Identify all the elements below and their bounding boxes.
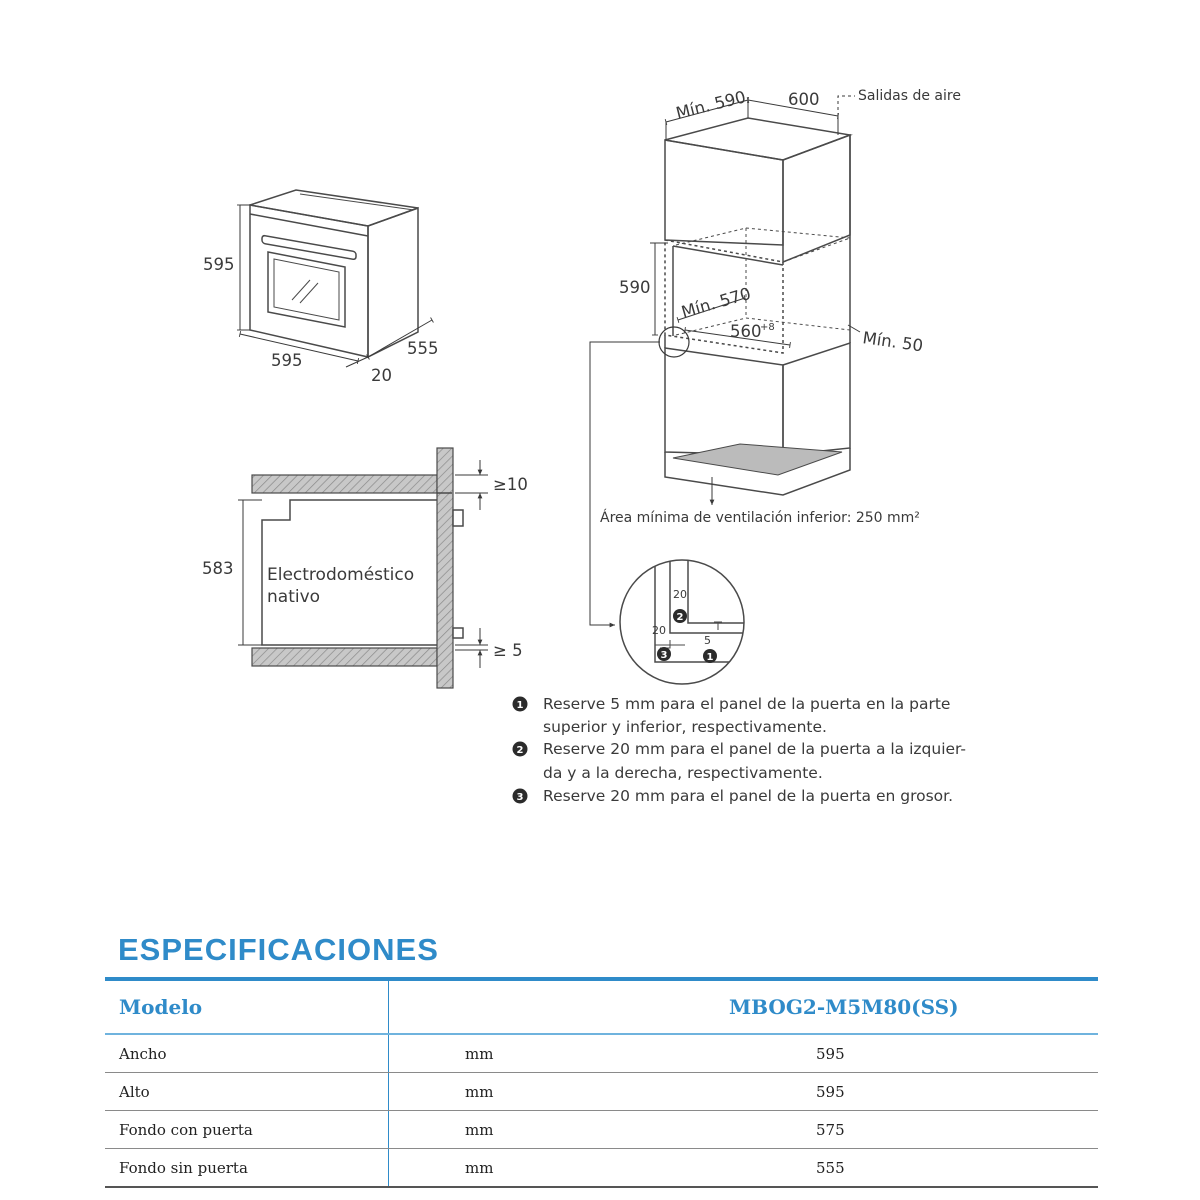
spec-name: Ancho	[105, 1034, 389, 1073]
table-row	[105, 1034, 1098, 1073]
cabinet-top-box	[665, 140, 783, 245]
niche-width-label: 560	[730, 322, 762, 341]
table-row	[105, 1073, 1098, 1111]
spec-value: 595	[746, 1034, 1098, 1073]
min-depth-label: Mín. 570	[679, 283, 753, 322]
note-2-line2: da y a la derecha, respectivamente.	[543, 764, 823, 782]
note-3-line1: Reserve 20 mm para el panel de la puerta en grosor.	[543, 787, 954, 805]
air-outlet-label: Salidas de aire	[858, 88, 961, 104]
ventilation-label: Área mínima de ventilación inferior: 250 mm²	[600, 510, 920, 526]
svg-text:3: 3	[516, 792, 524, 803]
note-2	[513, 740, 967, 782]
specs-header-label: Modelo	[105, 979, 389, 1034]
section-top-gap-label: ≥10	[493, 475, 528, 494]
spec-value: 575	[746, 1111, 1098, 1149]
detail-magnifier	[620, 560, 750, 684]
spec-unit: mm	[389, 1034, 747, 1073]
spec-name: Fondo sin puerta	[105, 1149, 389, 1188]
installation-notes	[513, 695, 967, 805]
cabinet-min-width-label: Mín. 590	[673, 87, 748, 123]
spec-unit: mm	[389, 1149, 747, 1188]
detail-20-left-label: 20	[652, 624, 666, 637]
oven-iso-view	[240, 190, 432, 367]
cabinet-view	[590, 96, 860, 625]
min-50-label: Mín. 50	[861, 328, 925, 356]
table-row	[105, 1111, 1098, 1149]
detail-badge-3	[657, 647, 671, 661]
oven-body	[250, 190, 418, 357]
svg-text:1: 1	[516, 700, 524, 711]
oven-width-label: 595	[271, 351, 303, 370]
spec-unit: mm	[389, 1111, 747, 1149]
detail-badge-1	[703, 649, 717, 663]
section-bottom-shelf	[252, 648, 437, 666]
cabinet-bottom-box	[665, 348, 783, 455]
section-cabinet-wall	[437, 448, 453, 688]
detail-20-top-label: 20	[673, 588, 687, 601]
spec-value: 595	[746, 1073, 1098, 1111]
cabinet-width-label: 600	[788, 90, 820, 109]
detail-badge-2	[673, 609, 687, 623]
note-1-line1: Reserve 5 mm para el panel de la puerta en la parte	[543, 695, 951, 713]
niche-width-tolerance: +8	[760, 322, 775, 333]
section-bottom-gap-label: ≥ 5	[493, 641, 523, 660]
spec-name: Alto	[105, 1073, 389, 1111]
note-1	[513, 695, 951, 736]
svg-text:2: 2	[516, 745, 524, 756]
svg-text:2: 2	[676, 612, 684, 623]
oven-front-label: 20	[371, 366, 392, 385]
note-2-line1: Reserve 20 mm para el panel de la puerta a la izquier-	[543, 740, 967, 758]
svg-text:1: 1	[706, 652, 714, 663]
spec-name: Fondo con puerta	[105, 1111, 389, 1149]
appliance-label-line2: nativo	[267, 587, 321, 607]
table-row	[105, 1149, 1098, 1188]
detail-5-label: 5	[704, 634, 711, 647]
note-1-line2: superior y inferior, respectivamente.	[543, 718, 827, 736]
note-3	[513, 787, 954, 805]
appliance-label-line1: Electrodoméstico	[267, 565, 415, 585]
section-height-label: 583	[202, 559, 234, 578]
specs-header-row	[105, 979, 1098, 1034]
svg-text:3: 3	[660, 650, 668, 661]
specs-model: MBOG2-M5M80(SS)	[729, 995, 959, 1019]
spec-unit: mm	[389, 1073, 747, 1111]
oven-height-label: 595	[203, 255, 235, 274]
section-top-shelf	[252, 475, 437, 493]
specs-title: ESPECIFICACIONES	[118, 932, 439, 967]
niche-height-label: 590	[619, 278, 651, 297]
specs-table	[105, 977, 1098, 1188]
spec-value: 555	[746, 1149, 1098, 1188]
oven-depth-label: 555	[407, 339, 439, 358]
